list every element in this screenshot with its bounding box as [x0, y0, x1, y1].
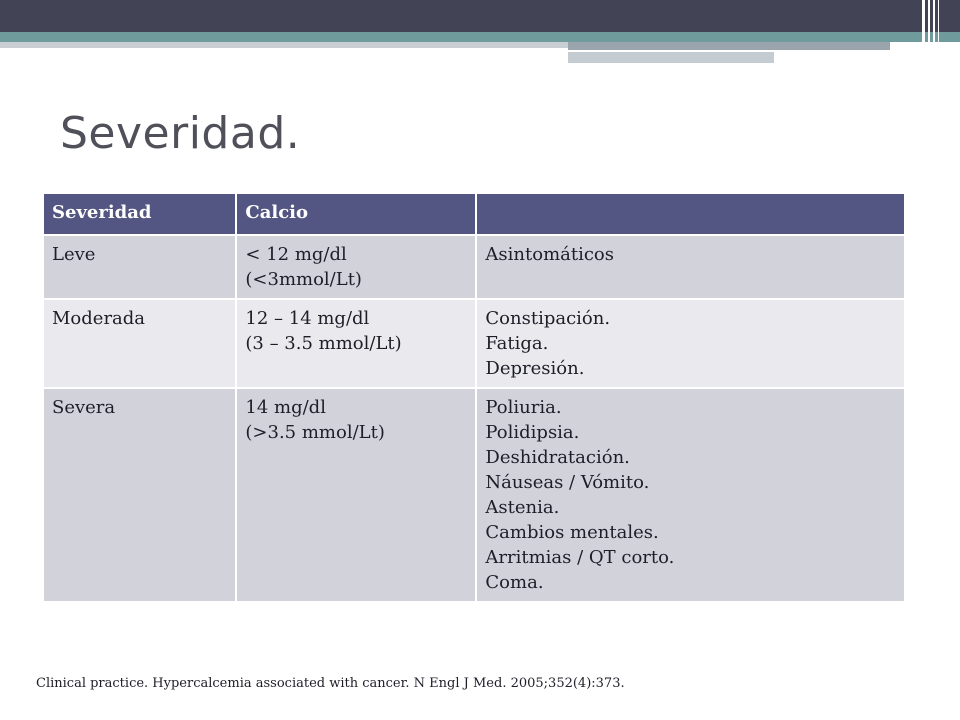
calcium-cell — [236, 299, 476, 388]
table-row — [43, 299, 905, 388]
symptom-item: Arritmias / QT corto. — [485, 547, 675, 568]
symptom-item: Asintomáticos — [485, 244, 615, 265]
header-strip — [568, 42, 890, 50]
severity-cell — [43, 388, 236, 602]
calcium-cell — [236, 235, 476, 299]
header-bar-gray — [0, 42, 568, 48]
table-row — [43, 388, 905, 602]
symptom-item: Náuseas / Vómito. — [485, 472, 650, 493]
severity-table — [42, 192, 906, 603]
symptom-item: Coma. — [485, 572, 544, 593]
symptoms-cell — [476, 235, 905, 299]
citation: Clinical practice. Hypercalcemia associated with cancer. N Engl J Med. 2005;352(4):373. — [36, 676, 625, 691]
page-title: Severidad. — [60, 108, 301, 159]
corner-decoration — [918, 0, 960, 64]
calcium-value: (<3mmol/Lt) — [245, 269, 362, 290]
symptoms-cell — [476, 388, 905, 602]
header-bar-dark — [0, 0, 960, 32]
symptom-item: Fatiga. — [485, 333, 549, 354]
symptom-item: Constipación. — [485, 308, 611, 329]
symptom-item: Cambios mentales. — [485, 522, 659, 543]
calcium-value: 12 – 14 mg/dl — [245, 308, 370, 329]
column-header-calcium: Calcio — [236, 193, 476, 235]
severity-label: Leve — [52, 244, 96, 265]
table-header-row — [43, 193, 905, 235]
calcium-value: < 12 mg/dl — [245, 244, 347, 265]
header-strip — [568, 52, 774, 63]
symptom-item: Depresión. — [485, 358, 585, 379]
symptoms-cell — [476, 299, 905, 388]
symptom-item: Poliuria. — [485, 397, 562, 418]
calcium-cell — [236, 388, 476, 602]
column-header-symptoms — [476, 193, 905, 235]
header-bar-teal — [0, 32, 960, 42]
symptom-item: Deshidratación. — [485, 447, 630, 468]
severity-cell — [43, 299, 236, 388]
symptom-item: Astenia. — [485, 497, 560, 518]
severity-label: Severa — [52, 397, 116, 418]
table-row — [43, 235, 905, 299]
severity-cell — [43, 235, 236, 299]
calcium-value: (3 – 3.5 mmol/Lt) — [245, 333, 402, 354]
column-header-severity: Severidad — [43, 193, 236, 235]
symptom-item: Polidipsia. — [485, 422, 580, 443]
calcium-value: (>3.5 mmol/Lt) — [245, 422, 385, 443]
calcium-value: 14 mg/dl — [245, 397, 326, 418]
severity-label: Moderada — [52, 308, 146, 329]
